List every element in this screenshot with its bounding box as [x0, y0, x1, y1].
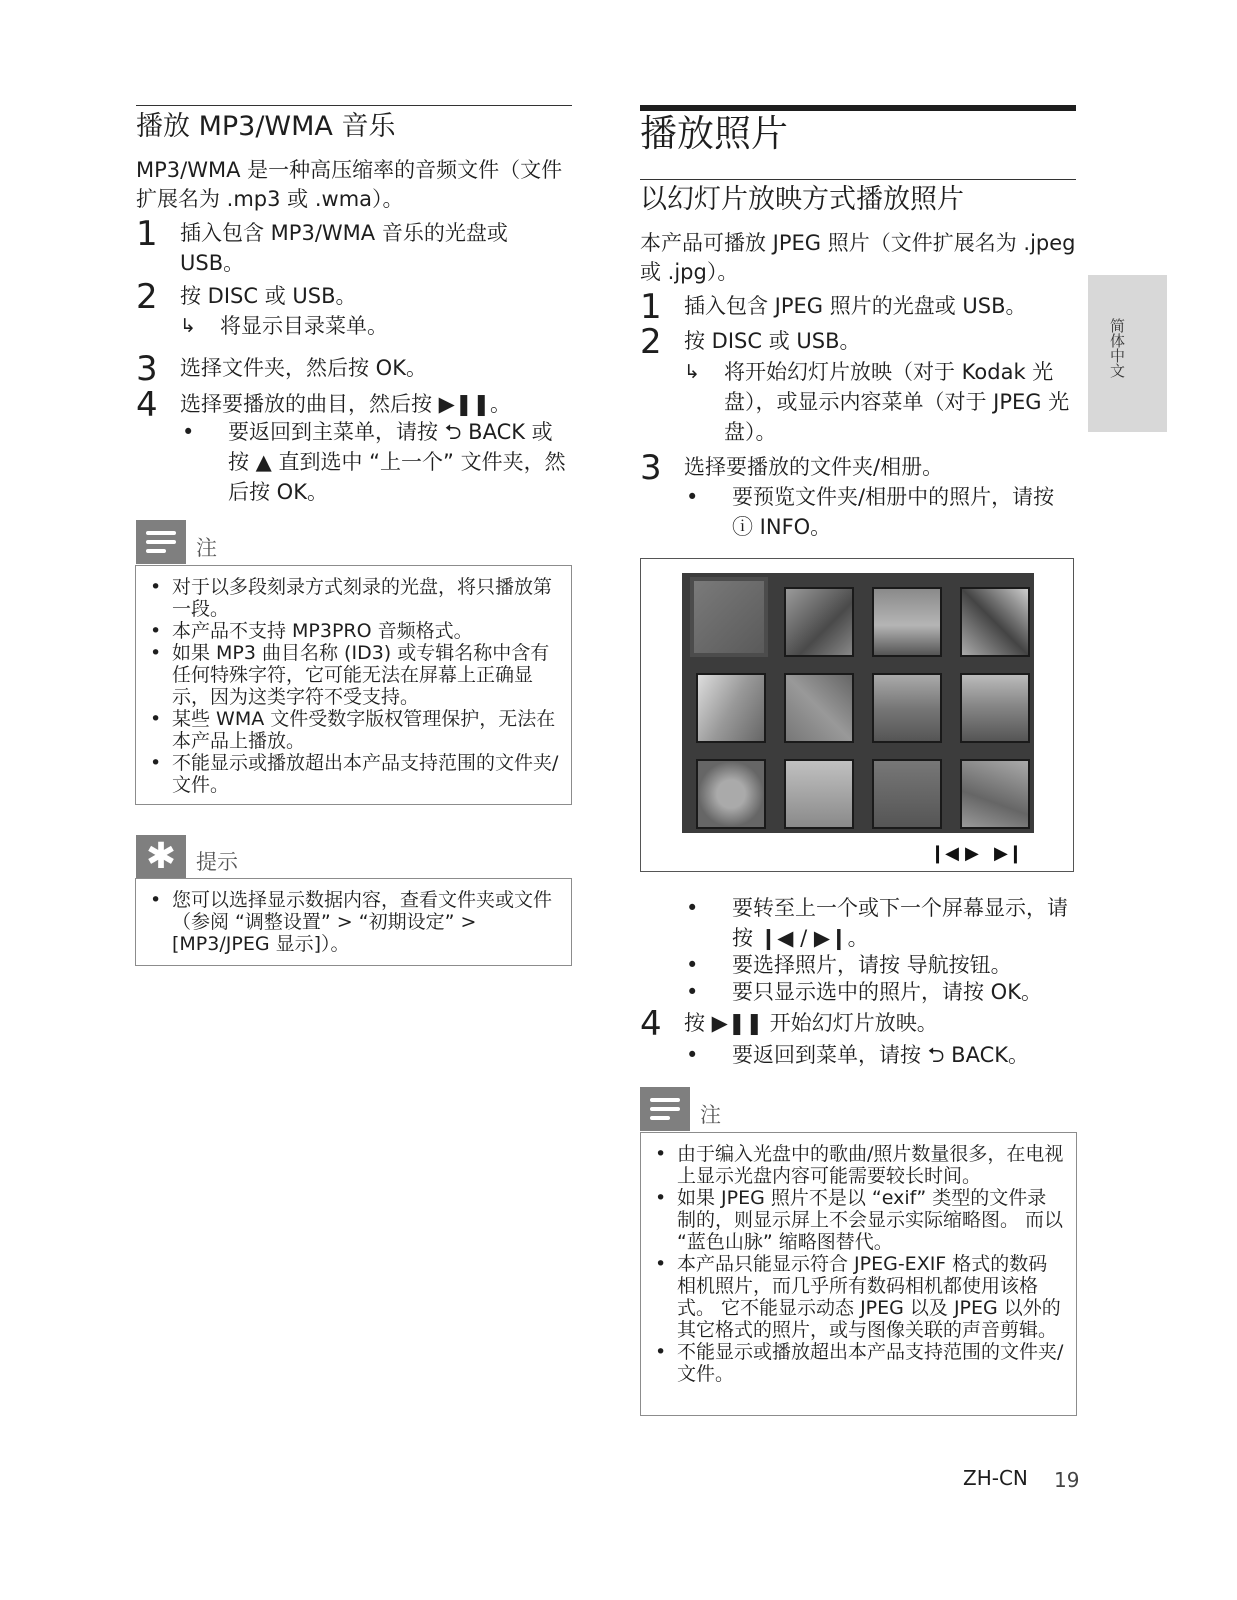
photo-thumbnail — [784, 587, 854, 657]
note-icon — [136, 520, 186, 564]
right-bullet-2 — [684, 950, 1076, 980]
next-icon: ▶❙ — [994, 843, 1023, 864]
step-number: 2 — [640, 322, 662, 362]
bullet-text: 要返回到主菜单，请按 ⮌ BACK 或按 ▲ 直到选中 “上一个” 文件夹，然后按 OK。 — [228, 420, 566, 504]
photo-thumbnail — [784, 759, 854, 829]
bullet-icon: • — [686, 485, 699, 509]
step-text: 按 ▶❚❚ 开始幻灯片放映。 — [684, 1011, 938, 1035]
right-step-2-result — [684, 357, 1076, 447]
step-text: 选择要播放的文件夹/相册。 — [684, 455, 944, 479]
step-number: 4 — [136, 385, 158, 425]
step-text: 选择文件夹，然后按 OK。 — [180, 356, 427, 380]
note-item: • 对于以多段刻录方式刻录的光盘，将只播放第一段。 — [140, 576, 559, 620]
right-note-box — [640, 1132, 1077, 1416]
photo-thumbnail — [872, 673, 942, 743]
step-text: 按 DISC 或 USB。 — [684, 329, 861, 353]
step-text: 按 DISC 或 USB。 — [180, 284, 357, 308]
result-text: 将显示目录菜单。 — [220, 314, 388, 338]
photo-thumbnail — [960, 759, 1030, 829]
step-number: 1 — [136, 214, 158, 254]
bullet-text: 要只显示选中的照片，请按 OK。 — [732, 980, 1042, 1004]
note-label: 注 — [700, 1103, 721, 1127]
right-intro: 本产品可播放 JPEG 照片（文件扩展名为 .jpeg 或 .jpg）。 — [640, 231, 1076, 284]
left-section-title: 播放 MP3/WMA 音乐 — [136, 111, 396, 142]
bullet-icon: • — [182, 420, 195, 444]
left-tip-box — [135, 878, 572, 966]
result-arrow-icon: ↳ — [180, 315, 196, 337]
left-step-2-result — [180, 311, 572, 341]
tip-item: • 您可以选择显示数据内容，查看文件夹或文件（参阅 “调整设置” > “初期设定” > [MP3/JPEG 显示]）。 — [140, 889, 559, 955]
main-title-rule — [640, 105, 1076, 111]
tip-icon: ✱ — [136, 835, 186, 879]
bullet-icon: • — [686, 1043, 699, 1067]
photo-thumbnail — [960, 673, 1030, 743]
photo-thumbnail — [960, 587, 1030, 657]
bullet-text: 要选择照片，请按 导航按钮。 — [732, 953, 1012, 977]
previous-icon: ❙◀ — [930, 843, 959, 864]
result-text: 将开始幻灯片放映（对于 Kodak 光盘），或显示内容菜单（对于 JPEG 光盘）。 — [724, 360, 1070, 444]
bullet-text: 要转至上一个或下一个屏幕显示，请按 ❙◀ / ▶❙。 — [732, 896, 1068, 950]
note-label: 注 — [196, 536, 217, 560]
step-text: 插入包含 JPEG 照片的光盘或 USB。 — [684, 294, 1027, 318]
result-arrow-icon: ↳ — [684, 361, 700, 383]
note-item: • 如果 MP3 曲目名称 (ID3) 或专辑名称中含有任何特殊字符，它可能无法在屏幕上正确显示，因为这类字符不受支持。 — [140, 642, 559, 708]
page-title: 播放照片 — [640, 112, 788, 155]
note-item: • 由于编入光盘中的歌曲/照片数量很多，在电视上显示光盘内容可能需要较长时间。 — [645, 1143, 1064, 1187]
right-step-3 — [640, 448, 1076, 488]
left-step-2 — [136, 277, 572, 317]
bullet-text: 要返回到菜单，请按 ⮌ BACK。 — [732, 1043, 1030, 1067]
note-item: • 某些 WMA 文件受数字版权管理保护，无法在本产品上播放。 — [140, 708, 559, 752]
left-section-rule — [136, 105, 572, 106]
footer-language-code: ZH-CN — [963, 1466, 1028, 1490]
bullet-icon: • — [686, 896, 699, 920]
right-section-rule — [640, 179, 1076, 180]
note-item: • 不能显示或播放超出本产品支持范围的文件夹/文件。 — [645, 1341, 1064, 1385]
photo-thumbnail — [872, 587, 942, 657]
right-step-2 — [640, 322, 1076, 362]
left-step-4-bullet — [180, 417, 572, 507]
step-text: 选择要播放的曲目，然后按 ▶❚❚。 — [180, 392, 512, 416]
left-step-1 — [136, 214, 572, 278]
step-number: 1 — [640, 287, 662, 327]
photo-thumbnail — [696, 759, 766, 829]
page-number: 19 — [1054, 1468, 1080, 1492]
right-step-4-bullet — [684, 1040, 1076, 1070]
right-step-1 — [640, 287, 1076, 327]
thumbnail-panel — [682, 573, 1034, 833]
bullet-icon: • — [686, 980, 699, 1004]
language-side-label: 简体中文 — [1108, 318, 1126, 378]
photo-thumbnail — [872, 759, 942, 829]
note-icon — [640, 1087, 690, 1131]
left-step-3 — [136, 349, 572, 389]
photo-thumbnail — [784, 673, 854, 743]
photo-thumbnail — [696, 673, 766, 743]
left-intro: MP3/WMA 是一种高压缩率的音频文件（文件扩展名为 .mp3 或 .wma）。 — [136, 158, 563, 211]
right-bullet-1 — [684, 893, 1076, 953]
bullet-text: 要预览文件夹/相册中的照片，请按 ⓘ INFO。 — [732, 485, 1055, 539]
note-item: • 如果 JPEG 照片不是以 “exif” 类型的文件录制的，则显示屏上不会显示实际缩略图。 而以 “蓝色山脉” 缩略图替代。 — [645, 1187, 1064, 1253]
photo-thumbnail-selected — [690, 577, 768, 657]
step-number: 2 — [136, 277, 158, 317]
right-bullet-3 — [684, 977, 1076, 1007]
step-number: 3 — [136, 349, 158, 389]
right-section-title: 以幻灯片放映方式播放照片 — [640, 184, 964, 215]
step-number: 4 — [640, 1004, 662, 1044]
step-text: 插入包含 MP3/WMA 音乐的光盘或 USB。 — [180, 221, 508, 275]
right-step-4 — [640, 1004, 1076, 1044]
play-icon: ▶ — [965, 843, 979, 864]
left-note-box — [135, 565, 572, 805]
tip-label: 提示 — [196, 850, 238, 874]
note-item: • 不能显示或播放超出本产品支持范围的文件夹/文件。 — [140, 752, 559, 796]
note-item: • 本产品不支持 MP3PRO 音频格式。 — [140, 620, 559, 642]
bullet-icon: • — [686, 953, 699, 977]
step-number: 3 — [640, 448, 662, 488]
right-step-3-bullet — [684, 482, 1076, 542]
note-item: • 本产品只能显示符合 JPEG-EXIF 格式的数码相机照片，而几乎所有数码相机都使用该格式。 它不能显示动态 JPEG 以及 JPEG 以外的其它格式的照片，或与图像关联的声音剪辑。 — [645, 1253, 1064, 1341]
